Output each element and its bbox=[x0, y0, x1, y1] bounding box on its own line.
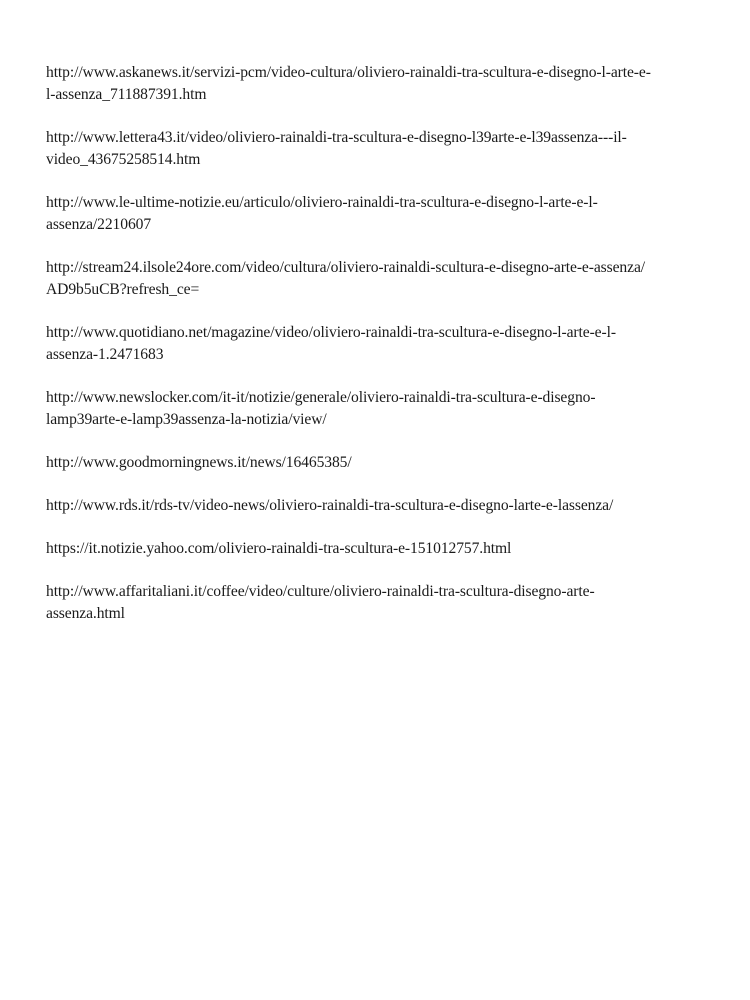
url-link[interactable] bbox=[46, 257, 716, 301]
list-item bbox=[46, 387, 716, 431]
url-link[interactable] bbox=[46, 127, 716, 171]
url-line: video_43675258514.htm bbox=[46, 151, 201, 168]
url-link[interactable] bbox=[46, 62, 716, 106]
url-line: https://it.notizie.yahoo.com/oliviero-rainaldi-tra-scultura-e-151012757.html bbox=[46, 540, 512, 557]
list-item bbox=[46, 581, 716, 625]
url-link[interactable] bbox=[46, 452, 716, 474]
list-item bbox=[46, 495, 716, 517]
url-link[interactable] bbox=[46, 581, 716, 625]
link-list bbox=[46, 62, 716, 625]
url-link[interactable] bbox=[46, 495, 716, 517]
url-line: http://www.affaritaliani.it/coffee/video/culture/oliviero-rainaldi-tra-scultura-disegno-arte- bbox=[46, 583, 595, 600]
list-item bbox=[46, 62, 716, 106]
url-line: assenza/2210607 bbox=[46, 216, 152, 233]
url-link[interactable] bbox=[46, 387, 716, 431]
list-item bbox=[46, 257, 716, 301]
list-item bbox=[46, 127, 716, 171]
url-link[interactable] bbox=[46, 322, 716, 366]
url-line: AD9b5uCB?refresh_ce= bbox=[46, 281, 200, 298]
list-item bbox=[46, 538, 716, 560]
list-item bbox=[46, 322, 716, 366]
url-line: http://www.rds.it/rds-tv/video-news/oliviero-rainaldi-tra-scultura-e-disegno-larte-e-lassenza/ bbox=[46, 497, 614, 514]
url-link[interactable] bbox=[46, 192, 716, 236]
url-line: http://www.quotidiano.net/magazine/video/oliviero-rainaldi-tra-scultura-e-disegno-l-arte-e-l- bbox=[46, 324, 616, 341]
url-line: http://www.le-ultime-notizie.eu/articulo/oliviero-rainaldi-tra-scultura-e-disegno-l-arte-e-l- bbox=[46, 194, 598, 211]
url-line: http://www.goodmorningnews.it/news/16465385/ bbox=[46, 454, 352, 471]
url-line: http://www.askanews.it/servizi-pcm/video-cultura/oliviero-rainaldi-tra-scultura-e-disegno-l-arte-e- bbox=[46, 64, 651, 81]
document-page bbox=[46, 62, 716, 646]
url-line: assenza.html bbox=[46, 605, 125, 622]
url-line: http://www.newslocker.com/it-it/notizie/generale/oliviero-rainaldi-tra-scultura-e-disegno- bbox=[46, 389, 596, 406]
url-line: l-assenza_711887391.htm bbox=[46, 86, 207, 103]
url-link[interactable] bbox=[46, 538, 716, 560]
list-item bbox=[46, 452, 716, 474]
url-line: lamp39arte-e-lamp39assenza-la-notizia/view/ bbox=[46, 411, 327, 428]
url-line: http://stream24.ilsole24ore.com/video/cultura/oliviero-rainaldi-scultura-e-disegno-arte-e-assenza/ bbox=[46, 259, 645, 276]
url-line: assenza-1.2471683 bbox=[46, 346, 164, 363]
url-line: http://www.lettera43.it/video/oliviero-rainaldi-tra-scultura-e-disegno-l39arte-e-l39assenza---il- bbox=[46, 129, 627, 146]
list-item bbox=[46, 192, 716, 236]
